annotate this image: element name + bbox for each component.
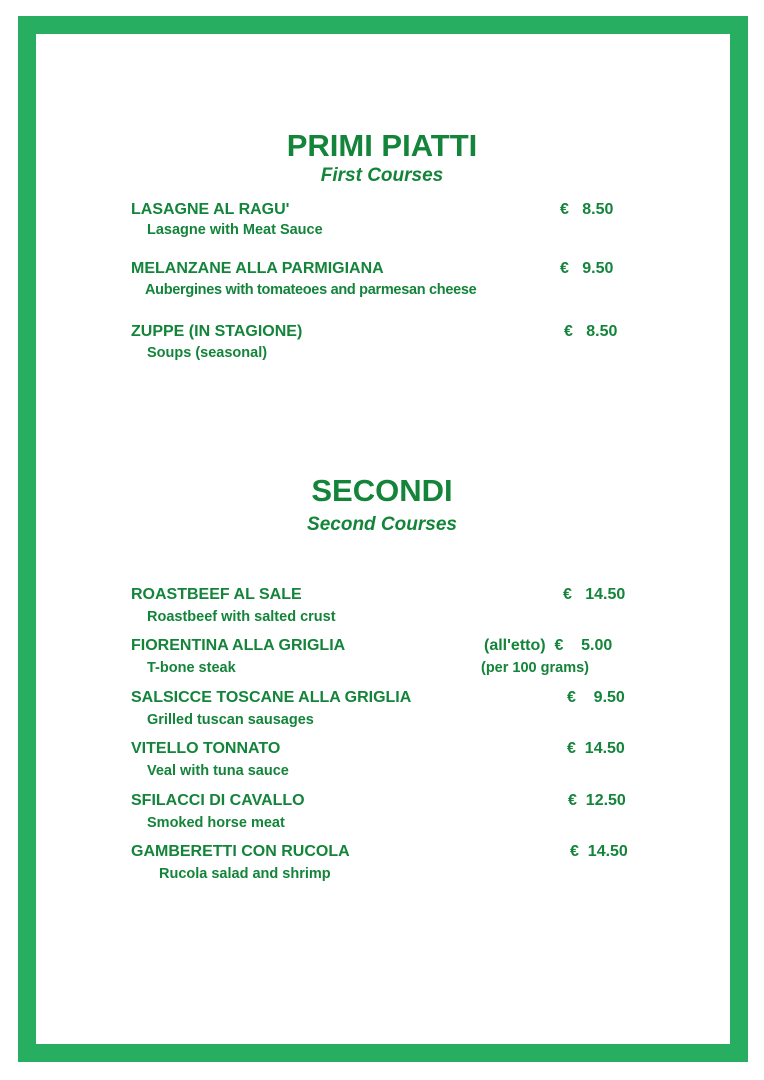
- item-description: Grilled tuscan sausages: [147, 712, 314, 728]
- item-name: LASAGNE AL RAGU': [131, 201, 290, 218]
- primi-subtitle: First Courses: [320, 165, 444, 186]
- item-price: € 14.50: [567, 740, 625, 757]
- item-price: € 9.50: [560, 260, 614, 277]
- item-description: Veal with tuna sauce: [147, 763, 289, 779]
- item-description: Rucola salad and shrimp: [159, 866, 331, 882]
- item-description: Roastbeef with salted crust: [147, 609, 336, 625]
- primi-title: PRIMI PIATTI: [286, 128, 478, 163]
- item-name: SFILACCI DI CAVALLO: [131, 792, 305, 809]
- item-price: € 14.50: [563, 586, 626, 603]
- secondi-title: SECONDI: [311, 473, 453, 508]
- item-price: € 12.50: [568, 792, 626, 809]
- item-description: Aubergines with tomateoes and parmesan cheese: [145, 282, 477, 298]
- item-name: VITELLO TONNATO: [131, 740, 281, 757]
- item-name: FIORENTINA ALLA GRIGLIA: [131, 637, 346, 654]
- item-name: ZUPPE (IN STAGIONE): [131, 323, 303, 340]
- item-price: (all'etto) € 5.00: [484, 637, 613, 654]
- item-name: ROASTBEEF AL SALE: [131, 586, 302, 603]
- item-name: GAMBERETTI CON RUCOLA: [131, 843, 350, 860]
- item-description: T-bone steak: [147, 660, 236, 676]
- item-description: Lasagne with Meat Sauce: [147, 222, 323, 238]
- item-price: € 9.50: [567, 689, 625, 706]
- item-name: SALSICCE TOSCANE ALLA GRIGLIA: [131, 689, 412, 706]
- item-price-note: (per 100 grams): [481, 660, 589, 676]
- item-price: € 8.50: [564, 323, 618, 340]
- item-name: MELANZANE ALLA PARMIGIANA: [131, 260, 384, 277]
- item-description: Smoked horse meat: [147, 815, 285, 831]
- item-price: € 8.50: [560, 201, 614, 218]
- secondi-subtitle: Second Courses: [307, 514, 457, 535]
- item-price: € 14.50: [570, 843, 628, 860]
- item-description: Soups (seasonal): [147, 345, 268, 361]
